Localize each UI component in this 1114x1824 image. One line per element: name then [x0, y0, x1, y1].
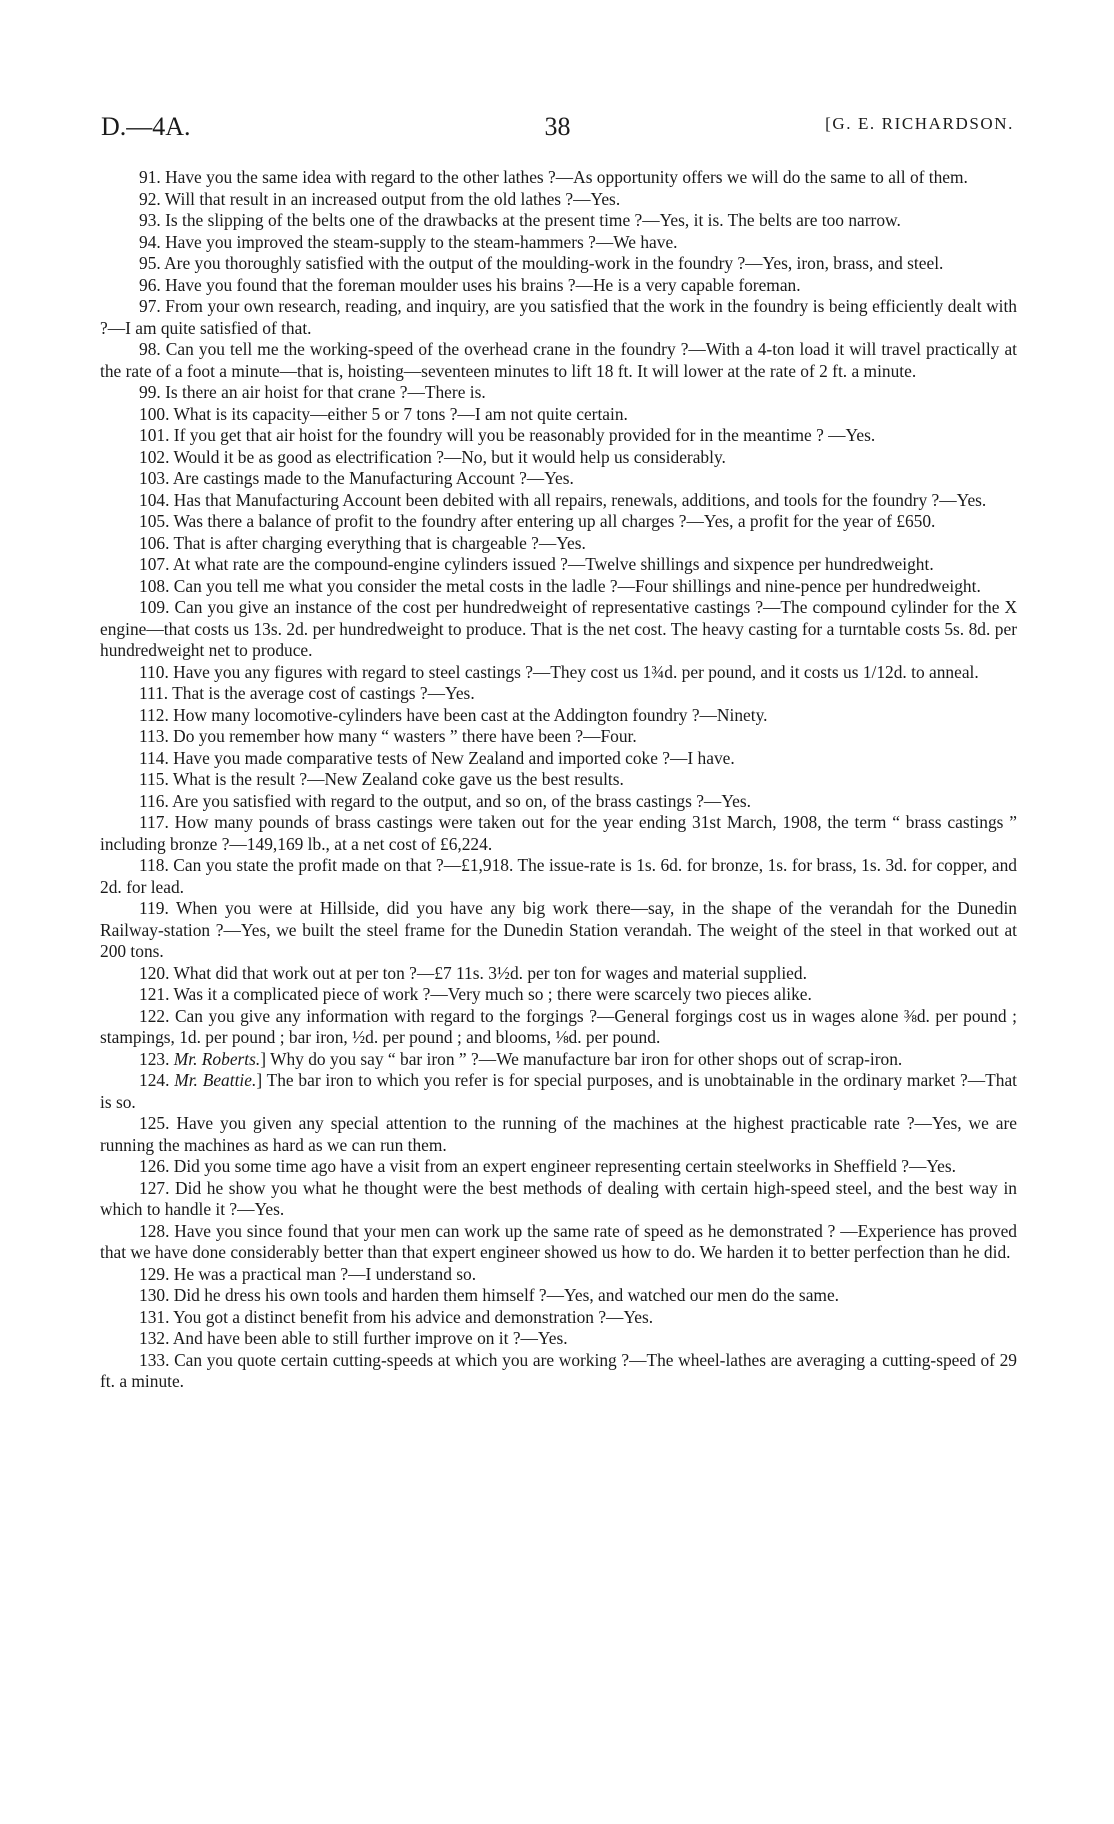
page-body: [100, 167, 1017, 1393]
paragraph-110: 110. Have you any figures with regard to steel castings ?—They cost us 1¾d. per pound, and it costs us 1/12d. to anneal.: [139, 661, 979, 682]
paragraph-108: 108. Can you tell me what you consider the metal costs in the ladle ?—Four shillings and nine-pence per hundredweight.: [139, 575, 981, 596]
paragraph-127: 127. Did he show you what he thought were the best methods of dealing with certain high-speed steel, and the best way in which to handle it ?—Yes.: [100, 1177, 1017, 1219]
paragraph-132: 132. And have been able to still further improve on it ?—Yes.: [139, 1328, 568, 1348]
document-reference: D.—4A.: [101, 112, 191, 141]
paragraph-104: 104. Has that Manufacturing Account been debited with all repairs, renewals, additions, and tools for the foundry ?—Yes.: [139, 489, 987, 510]
paragraph-125: 125. Have you given any special attention to the running of the machines at the highest practicable rate ?—Yes, we are running the machines as hard as we can run them.: [100, 1113, 1017, 1155]
paragraph-118: 118. Can you state the profit made on that ?—£1,918. The issue-rate is 1s. 6d. for bronze, 1s. for brass, 1s. 3d. for copper, and 2d. for lead.: [100, 855, 1017, 897]
page-header: [101, 112, 1014, 148]
paragraph-111: 111. That is the average cost of castings ?—Yes.: [139, 683, 475, 703]
paragraph-112: 112. How many locomotive-cylinders have been cast at the Addington foundry ?—Ninety.: [139, 704, 768, 725]
paragraph-130: 130. Did he dress his own tools and harden them himself ?—Yes, and watched our men do the same.: [139, 1285, 840, 1305]
page-number: 38: [544, 112, 571, 141]
paragraph-122: 122. Can you give any information with regard to the forgings ?—General forgings cost us in wages alone ⅜d. per pound ; stampings, 1d. per pound ; bar iron, ½d. per pound ; and blooms, ⅛d. per pound.: [100, 1005, 1017, 1047]
paragraph-94: 94. Have you improved the steam-supply to the steam-hammers ?—We have.: [139, 231, 678, 252]
paragraph-99: 99. Is there an air hoist for that crane ?—There is.: [139, 382, 486, 402]
paragraph-96: 96. Have you found that the foreman moulder uses his brains ?—He is a very capable foreman.: [139, 274, 801, 295]
paragraph-119: 119. When you were at Hillside, did you have any big work there—say, in the shape of the verandah for the Dunedin Railway-station ?—Yes, we built the steel frame for the Dunedin Station verandah. The weight of the steel in that worked out at 200 tons.: [100, 898, 1017, 961]
paragraph-120: 120. What did that work out at per ton ?—£7 11s. 3½d. per ton for wages and material supplied.: [139, 962, 807, 983]
paragraph-116: 116. Are you satisfied with regard to the output, and so on, of the brass castings ?—Yes.: [139, 790, 751, 811]
paragraph-109: 109. Can you give an instance of the cost per hundredweight of representative castings ?—The compound cylinder for the X engine—that costs us 13s. 2d. per hundredweight to produce. That is the net cost. The heavy casting for a turntable costs 5s. 8d. per hundredweight net to produce.: [100, 597, 1017, 660]
paragraph-105: 105. Was there a balance of profit to the foundry after entering up all charges ?—Yes, a profit for the year of £650.: [139, 511, 936, 531]
paragraph-106: 106. That is after charging everything that is chargeable ?—Yes.: [139, 532, 586, 553]
paragraph-107: 107. At what rate are the compound-engine cylinders issued ?—Twelve shillings and sixpence per hundredweight.: [139, 554, 934, 574]
paragraph-95: 95. Are you thoroughly satisfied with the output of the moulding-work in the foundry ?—Yes, iron, brass, and steel.: [139, 253, 944, 273]
paragraph-103: 103. Are castings made to the Manufacturing Account ?—Yes.: [139, 468, 574, 488]
paragraph-133: 133. Can you quote certain cutting-speeds at which you are working ?—The wheel-lathes are averaging a cutting-speed of 29 ft. a minute.: [100, 1349, 1017, 1391]
paragraph-126: 126. Did you some time ago have a visit from an expert engineer representing certain steelworks in Sheffield ?—Yes.: [139, 1156, 956, 1176]
paragraph-92: 92. Will that result in an increased output from the old lathes ?—Yes.: [139, 188, 621, 209]
paragraph-113: 113. Do you remember how many “ wasters ” there have been ?—Four.: [139, 726, 637, 746]
paragraph-115: 115. What is the result ?—New Zealand coke gave us the best results.: [139, 769, 624, 789]
paragraph-98: 98. Can you tell me the working-speed of the overhead crane in the foundry ?—With a 4-ton load it will travel practically at the rate of a foot a minute—that is, hoisting—seventeen minutes to lift 18 ft. It will lower at the rate of 2 ft. a minute.: [100, 339, 1017, 381]
witness-name: [G. E. RICHARDSON.: [825, 114, 1014, 133]
paragraph-114: 114. Have you made comparative tests of New Zealand and imported coke ?—I have.: [139, 747, 735, 768]
paragraph-123: 123. Mr. Roberts.] Why do you say “ bar iron ” ?—We manufacture bar iron for other shops out of scrap-iron.: [139, 1048, 903, 1069]
paragraph-131: 131. You got a distinct benefit from his advice and demonstration ?—Yes.: [139, 1306, 654, 1327]
paragraph-100: 100. What is its capacity—either 5 or 7 tons ?—I am not quite certain.: [139, 403, 628, 424]
paragraph-124: 124. Mr. Beattie.] The bar iron to which you refer is for special purposes, and is unobtainable in the ordinary market ?—That is so.: [100, 1070, 1017, 1112]
paragraph-101: 101. If you get that air hoist for the foundry will you be reasonably provided for in the meantime ? —Yes.: [139, 425, 876, 445]
paragraph-102: 102. Would it be as good as electrification ?—No, but it would help us considerably.: [139, 446, 726, 467]
paragraph-93: 93. Is the slipping of the belts one of the drawbacks at the present time ?—Yes, it is. The belts are too narrow.: [139, 210, 901, 230]
paragraph-121: 121. Was it a complicated piece of work ?—Very much so ; there were scarcely two pieces alike.: [139, 984, 812, 1004]
paragraph-117: 117. How many pounds of brass castings were taken out for the year ending 31st March, 1908, the term “ brass castings ” including bronze ?—149,169 lb., at a net cost of £6,224.: [100, 812, 1017, 854]
paragraph-128: 128. Have you since found that your men can work up the same rate of speed as he demonstrated ? —Experience has proved that we have done considerably better than that expert engineer showed us how to do. We harden it to better perfection than he did.: [100, 1220, 1017, 1262]
paragraph-129: 129. He was a practical man ?—I understand so.: [139, 1263, 477, 1284]
paragraph-91: 91. Have you the same idea with regard to the other lathes ?—As opportunity offers we will do the same to all of them.: [139, 167, 968, 187]
paragraph-97: 97. From your own research, reading, and inquiry, are you satisfied that the work in the foundry is being efficiently dealt with ?—I am quite satisfied of that.: [100, 296, 1017, 338]
